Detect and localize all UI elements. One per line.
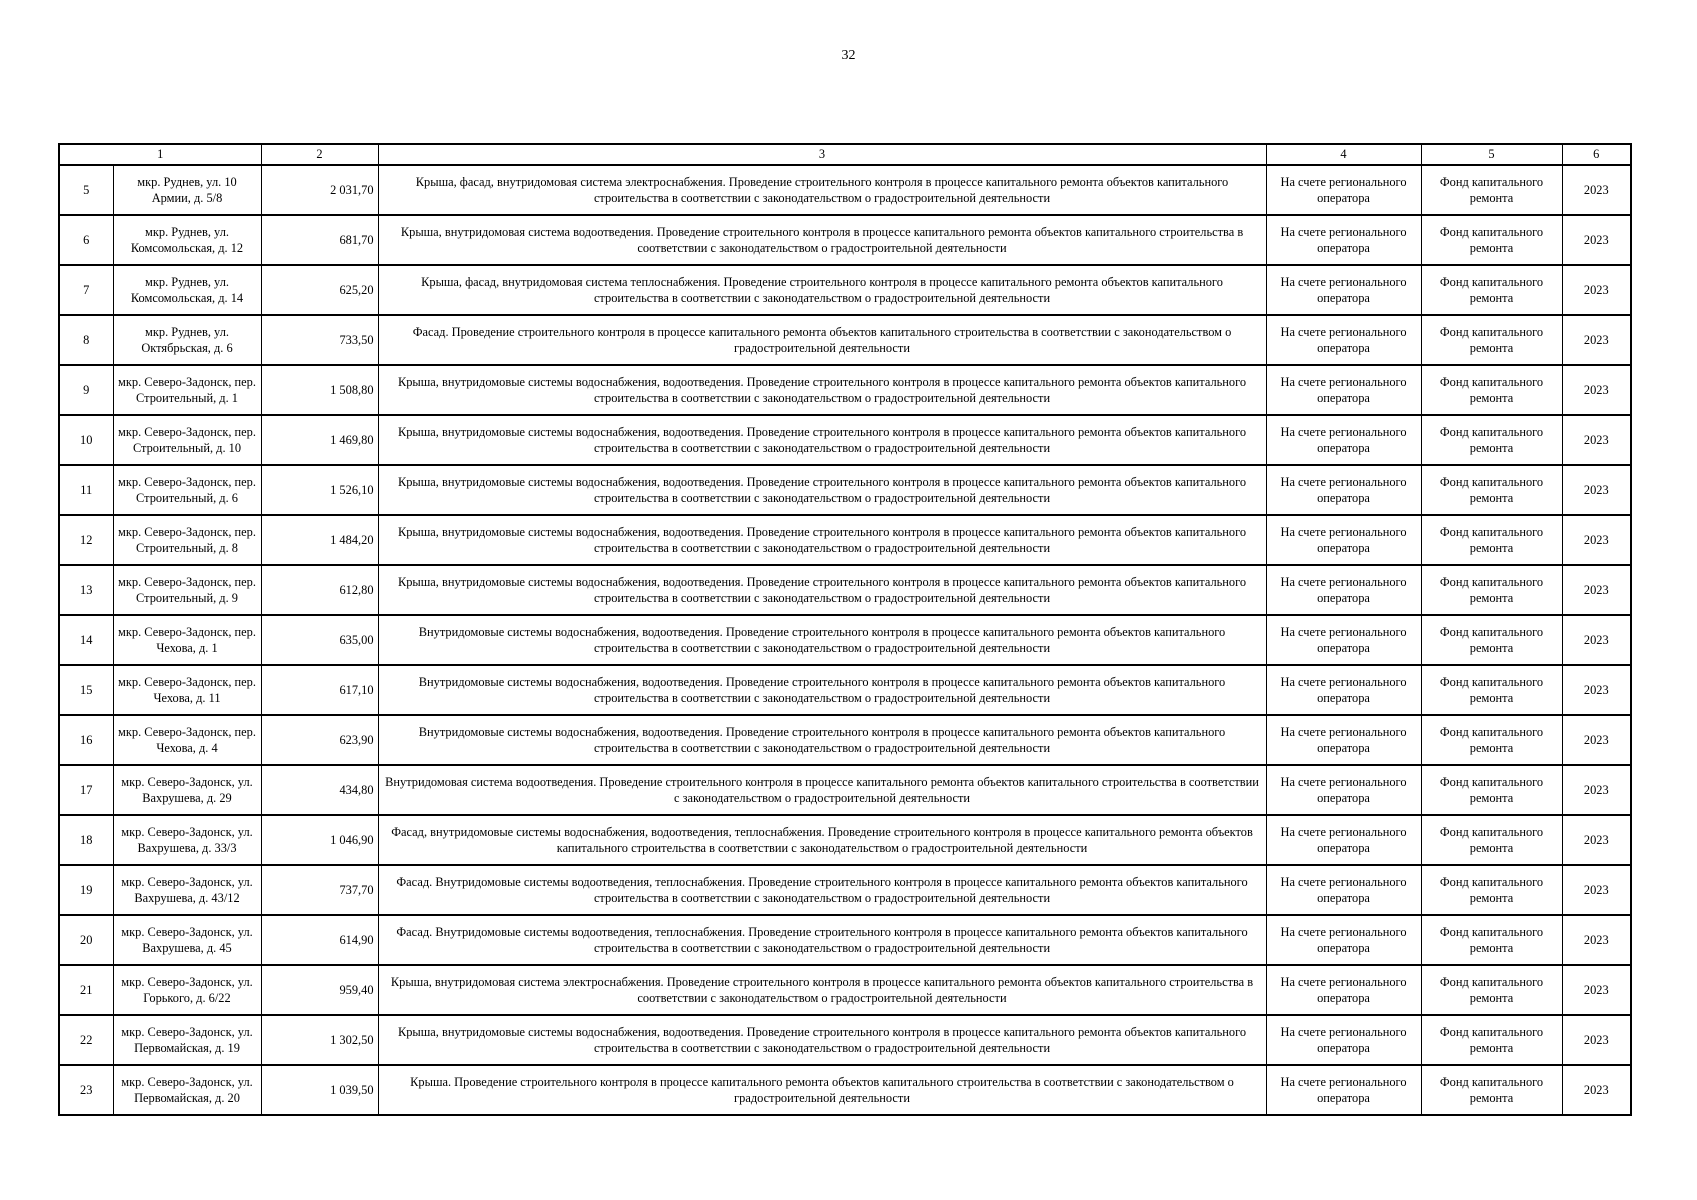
works-cell: Крыша, внутридомовые системы водоснабжения, водоотведения. Проведение строительного контроля в процессе капитального ремонта объектов капитального строительства в соответствии с законодательством о градостроительной деятельности [378, 465, 1266, 515]
table-row [59, 1065, 1631, 1115]
area-cell: 1 039,50 [261, 1065, 378, 1115]
area-cell: 635,00 [261, 615, 378, 665]
table-row [59, 465, 1631, 515]
address-cell: мкр. Руднев, ул. 10 Армии, д. 5/8 [113, 165, 261, 215]
area-cell: 2 031,70 [261, 165, 378, 215]
area-cell: 733,50 [261, 315, 378, 365]
source-cell: Фонд капитального ремонта [1421, 915, 1562, 965]
row-number: 13 [59, 565, 113, 615]
year-cell: 2023 [1562, 915, 1631, 965]
source-cell: Фонд капитального ремонта [1421, 715, 1562, 765]
fund-cell: На счете регионального оператора [1266, 1065, 1421, 1115]
table-row [59, 365, 1631, 415]
area-cell: 1 526,10 [261, 465, 378, 515]
header-col-6: 6 [1562, 144, 1631, 165]
address-cell: мкр. Северо-Задонск, пер. Чехова, д. 4 [113, 715, 261, 765]
row-number: 12 [59, 515, 113, 565]
year-cell: 2023 [1562, 1015, 1631, 1065]
works-cell: Внутридомовые системы водоснабжения, водоотведения. Проведение строительного контроля в процессе капитального ремонта объектов капитального строительства в соответствии с законодательством о градостроительной деятельности [378, 665, 1266, 715]
area-cell: 1 046,90 [261, 815, 378, 865]
address-cell: мкр. Руднев, ул. Комсомольская, д. 14 [113, 265, 261, 315]
year-cell: 2023 [1562, 865, 1631, 915]
address-cell: мкр. Северо-Задонск, пер. Строительный, д. 10 [113, 415, 261, 465]
fund-cell: На счете регионального оператора [1266, 965, 1421, 1015]
row-number: 20 [59, 915, 113, 965]
area-cell: 1 484,20 [261, 515, 378, 565]
area-cell: 737,70 [261, 865, 378, 915]
address-cell: мкр. Северо-Задонск, ул. Вахрушева, д. 43/12 [113, 865, 261, 915]
address-cell: мкр. Северо-Задонск, пер. Строительный, д. 1 [113, 365, 261, 415]
area-cell: 625,20 [261, 265, 378, 315]
fund-cell: На счете регионального оператора [1266, 865, 1421, 915]
source-cell: Фонд капитального ремонта [1421, 315, 1562, 365]
header-col-5: 5 [1421, 144, 1562, 165]
fund-cell: На счете регионального оператора [1266, 915, 1421, 965]
year-cell: 2023 [1562, 615, 1631, 665]
source-cell: Фонд капитального ремонта [1421, 415, 1562, 465]
address-cell: мкр. Северо-Задонск, ул. Вахрушева, д. 33/3 [113, 815, 261, 865]
address-cell: мкр. Руднев, ул. Комсомольская, д. 12 [113, 215, 261, 265]
works-cell: Крыша, фасад, внутридомовая система электроснабжения. Проведение строительного контроля в процессе капитального ремонта объектов капитального строительства в соответствии с законодательством о градостроительной деятельности [378, 165, 1266, 215]
table-row [59, 665, 1631, 715]
fund-cell: На счете регионального оператора [1266, 215, 1421, 265]
works-cell: Внутридомовые системы водоснабжения, водоотведения. Проведение строительного контроля в процессе капитального ремонта объектов капитального строительства в соответствии с законодательством о градостроительной деятельности [378, 715, 1266, 765]
works-cell: Крыша, внутридомовая система водоотведения. Проведение строительного контроля в процессе капитального ремонта объектов капитального строительства в соответствии с законодательством о градостроительной деятельности [378, 215, 1266, 265]
row-number: 8 [59, 315, 113, 365]
area-cell: 434,80 [261, 765, 378, 815]
fund-cell: На счете регионального оператора [1266, 315, 1421, 365]
row-number: 11 [59, 465, 113, 515]
fund-cell: На счете регионального оператора [1266, 265, 1421, 315]
works-cell: Крыша, внутридомовые системы водоснабжения, водоотведения. Проведение строительного контроля в процессе капитального ремонта объектов капитального строительства в соответствии с законодательством о градостроительной деятельности [378, 415, 1266, 465]
source-cell: Фонд капитального ремонта [1421, 265, 1562, 315]
source-cell: Фонд капитального ремонта [1421, 365, 1562, 415]
table-row [59, 815, 1631, 865]
row-number: 18 [59, 815, 113, 865]
fund-cell: На счете регионального оператора [1266, 365, 1421, 415]
source-cell: Фонд капитального ремонта [1421, 615, 1562, 665]
address-cell: мкр. Северо-Задонск, пер. Строительный, д. 9 [113, 565, 261, 615]
row-number: 7 [59, 265, 113, 315]
table-row [59, 165, 1631, 215]
works-cell: Фасад. Проведение строительного контроля в процессе капитального ремонта объектов капитального строительства в соответствии с законодательством о градостроительной деятельности [378, 315, 1266, 365]
year-cell: 2023 [1562, 515, 1631, 565]
address-cell: мкр. Северо-Задонск, ул. Первомайская, д. 20 [113, 1065, 261, 1115]
fund-cell: На счете регионального оператора [1266, 765, 1421, 815]
row-number: 6 [59, 215, 113, 265]
row-number: 17 [59, 765, 113, 815]
works-cell: Крыша, внутридомовые системы водоснабжения, водоотведения. Проведение строительного контроля в процессе капитального ремонта объектов капитального строительства в соответствии с законодательством о градостроительной деятельности [378, 515, 1266, 565]
row-number: 23 [59, 1065, 113, 1115]
row-number: 5 [59, 165, 113, 215]
source-cell: Фонд капитального ремонта [1421, 1015, 1562, 1065]
year-cell: 2023 [1562, 565, 1631, 615]
table-row [59, 915, 1631, 965]
table-row [59, 265, 1631, 315]
source-cell: Фонд капитального ремонта [1421, 215, 1562, 265]
fund-cell: На счете регионального оператора [1266, 465, 1421, 515]
header-col-3: 3 [378, 144, 1266, 165]
address-cell: мкр. Северо-Задонск, пер. Строительный, д. 6 [113, 465, 261, 515]
year-cell: 2023 [1562, 1065, 1631, 1115]
works-cell: Фасад. Внутридомовые системы водоотведения, теплоснабжения. Проведение строительного контроля в процессе капитального ремонта объектов капитального строительства в соответствии с законодательством о градостроительной деятельности [378, 915, 1266, 965]
table-row [59, 1015, 1631, 1065]
works-cell: Фасад, внутридомовые системы водоснабжения, водоотведения, теплоснабжения. Проведение строительного контроля в процессе капитального ремонта объектов капитального строительства в соответствии с законодательством о градостроительной деятельности [378, 815, 1266, 865]
year-cell: 2023 [1562, 465, 1631, 515]
table-row [59, 615, 1631, 665]
row-number: 22 [59, 1015, 113, 1065]
table-row [59, 765, 1631, 815]
address-cell: мкр. Северо-Задонск, ул. Горького, д. 6/22 [113, 965, 261, 1015]
source-cell: Фонд капитального ремонта [1421, 1065, 1562, 1115]
address-cell: мкр. Северо-Задонск, пер. Чехова, д. 1 [113, 615, 261, 665]
source-cell: Фонд капитального ремонта [1421, 565, 1562, 615]
fund-cell: На счете регионального оператора [1266, 565, 1421, 615]
year-cell: 2023 [1562, 315, 1631, 365]
year-cell: 2023 [1562, 665, 1631, 715]
address-cell: мкр. Северо-Задонск, пер. Строительный, д. 8 [113, 515, 261, 565]
works-cell: Внутридомовая система водоотведения. Проведение строительного контроля в процессе капитального ремонта объектов капитального строительства в соответствии с законодательством о градостроительной деятельности [378, 765, 1266, 815]
works-cell: Крыша, фасад, внутридомовая система теплоснабжения. Проведение строительного контроля в процессе капитального ремонта объектов капитального строительства в соответствии с законодательством о градостроительной деятельности [378, 265, 1266, 315]
works-cell: Крыша, внутридомовые системы водоснабжения, водоотведения. Проведение строительного контроля в процессе капитального ремонта объектов капитального строительства в соответствии с законодательством о градостроительной деятельности [378, 365, 1266, 415]
row-number: 14 [59, 615, 113, 665]
source-cell: Фонд капитального ремонта [1421, 765, 1562, 815]
works-cell: Внутридомовые системы водоснабжения, водоотведения. Проведение строительного контроля в процессе капитального ремонта объектов капитального строительства в соответствии с законодательством о градостроительной деятельности [378, 615, 1266, 665]
row-number: 19 [59, 865, 113, 915]
source-cell: Фонд капитального ремонта [1421, 815, 1562, 865]
year-cell: 2023 [1562, 365, 1631, 415]
area-cell: 617,10 [261, 665, 378, 715]
table-row [59, 965, 1631, 1015]
area-cell: 1 469,80 [261, 415, 378, 465]
row-number: 15 [59, 665, 113, 715]
works-cell: Крыша, внутридомовая система электроснабжения. Проведение строительного контроля в процессе капитального ремонта объектов капитального строительства в соответствии с законодательством о градостроительной деятельности [378, 965, 1266, 1015]
source-cell: Фонд капитального ремонта [1421, 465, 1562, 515]
row-number: 9 [59, 365, 113, 415]
table-header [59, 144, 1631, 165]
year-cell: 2023 [1562, 165, 1631, 215]
table-row [59, 565, 1631, 615]
area-cell: 959,40 [261, 965, 378, 1015]
header-col-2: 2 [261, 144, 378, 165]
header-col-1: 1 [59, 144, 261, 165]
table-row [59, 415, 1631, 465]
header-col-4: 4 [1266, 144, 1421, 165]
table-body [59, 165, 1631, 1115]
address-cell: мкр. Северо-Задонск, ул. Вахрушева, д. 29 [113, 765, 261, 815]
address-cell: мкр. Руднев, ул. Октябрьская, д. 6 [113, 315, 261, 365]
address-cell: мкр. Северо-Задонск, ул. Вахрушева, д. 45 [113, 915, 261, 965]
address-cell: мкр. Северо-Задонск, ул. Первомайская, д. 19 [113, 1015, 261, 1065]
fund-cell: На счете регионального оператора [1266, 665, 1421, 715]
year-cell: 2023 [1562, 965, 1631, 1015]
area-cell: 1 508,80 [261, 365, 378, 415]
table-row [59, 215, 1631, 265]
works-cell: Фасад. Внутридомовые системы водоотведения, теплоснабжения. Проведение строительного контроля в процессе капитального ремонта объектов капитального строительства в соответствии с законодательством о градостроительной деятельности [378, 865, 1266, 915]
works-cell: Крыша, внутридомовые системы водоснабжения, водоотведения. Проведение строительного контроля в процессе капитального ремонта объектов капитального строительства в соответствии с законодательством о градостроительной деятельности [378, 565, 1266, 615]
header-row [59, 144, 1631, 165]
fund-cell: На счете регионального оператора [1266, 715, 1421, 765]
fund-cell: На счете регионального оператора [1266, 615, 1421, 665]
area-cell: 614,90 [261, 915, 378, 965]
fund-cell: На счете регионального оператора [1266, 415, 1421, 465]
table-row [59, 515, 1631, 565]
works-cell: Крыша, внутридомовые системы водоснабжения, водоотведения. Проведение строительного контроля в процессе капитального ремонта объектов капитального строительства в соответствии с законодательством о градостроительной деятельности [378, 1015, 1266, 1065]
source-cell: Фонд капитального ремонта [1421, 515, 1562, 565]
fund-cell: На счете регионального оператора [1266, 515, 1421, 565]
year-cell: 2023 [1562, 265, 1631, 315]
table-row [59, 315, 1631, 365]
fund-cell: На счете регионального оператора [1266, 1015, 1421, 1065]
row-number: 21 [59, 965, 113, 1015]
source-cell: Фонд капитального ремонта [1421, 865, 1562, 915]
table-row [59, 865, 1631, 915]
page-number: 32 [841, 48, 856, 63]
table-row [59, 715, 1631, 765]
fund-cell: На счете регионального оператора [1266, 815, 1421, 865]
year-cell: 2023 [1562, 715, 1631, 765]
year-cell: 2023 [1562, 815, 1631, 865]
area-cell: 1 302,50 [261, 1015, 378, 1065]
repair-plan-table [58, 143, 1632, 1116]
area-cell: 612,80 [261, 565, 378, 615]
source-cell: Фонд капитального ремонта [1421, 665, 1562, 715]
year-cell: 2023 [1562, 215, 1631, 265]
works-cell: Крыша. Проведение строительного контроля в процессе капитального ремонта объектов капитального строительства в соответствии с законодательством о градостроительной деятельности [378, 1065, 1266, 1115]
address-cell: мкр. Северо-Задонск, пер. Чехова, д. 11 [113, 665, 261, 715]
area-cell: 623,90 [261, 715, 378, 765]
year-cell: 2023 [1562, 765, 1631, 815]
source-cell: Фонд капитального ремонта [1421, 965, 1562, 1015]
area-cell: 681,70 [261, 215, 378, 265]
fund-cell: На счете регионального оператора [1266, 165, 1421, 215]
year-cell: 2023 [1562, 415, 1631, 465]
row-number: 10 [59, 415, 113, 465]
row-number: 16 [59, 715, 113, 765]
source-cell: Фонд капитального ремонта [1421, 165, 1562, 215]
